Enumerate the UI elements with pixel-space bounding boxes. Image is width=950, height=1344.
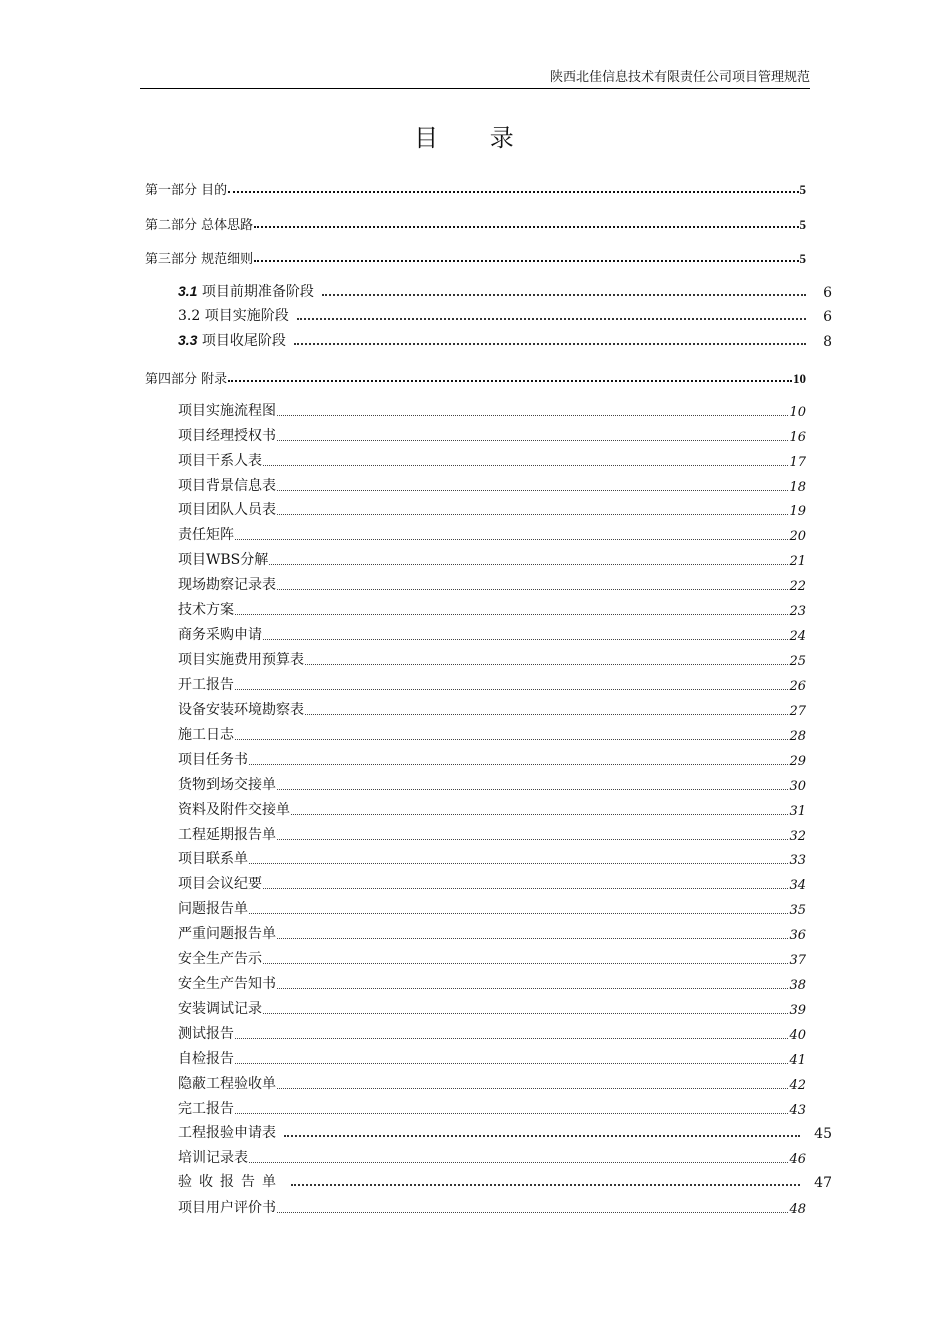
dot-leader [263, 1013, 788, 1014]
dot-leader [277, 988, 788, 989]
toc-entry-label: 第一部分 目的 [145, 183, 228, 198]
dot-leader [263, 888, 788, 889]
dot-leader [249, 863, 788, 864]
toc-entry-page: 8 [823, 334, 832, 350]
dot-leader [284, 1135, 800, 1137]
toc-entry-part-1[interactable] [145, 178, 806, 198]
dot-leader [277, 589, 788, 590]
dot-leader [277, 1088, 788, 1089]
toc-entry-label: 项目背景信息表 [178, 478, 276, 494]
toc-entry-label: 项目会议纪要 [178, 876, 262, 892]
dot-leader [277, 839, 788, 840]
section-number: 3.2 [178, 308, 201, 324]
dot-leader [294, 343, 806, 345]
toc-entry-appendix[interactable] [178, 649, 806, 669]
toc-entry-page: 33 [789, 853, 806, 868]
toc-entry-appendix[interactable] [178, 1122, 832, 1142]
toc-entry-appendix[interactable] [178, 524, 806, 544]
toc-entry-appendix[interactable] [178, 499, 806, 519]
toc-entry-page: 31 [789, 804, 806, 819]
toc-entry-page: 34 [789, 878, 806, 893]
toc-entry-label: 工程延期报告单 [178, 827, 276, 843]
dot-leader [277, 440, 788, 441]
toc-entry-appendix[interactable] [178, 699, 806, 719]
toc-entry-label: 施工日志 [178, 727, 234, 743]
toc-entry-page: 21 [789, 554, 806, 569]
toc-entry-appendix[interactable] [178, 1023, 806, 1043]
toc-entry-section-3-3[interactable] [178, 330, 832, 350]
toc-entry-appendix[interactable] [178, 400, 806, 420]
toc-entry-appendix[interactable] [178, 574, 806, 594]
toc-entry-label: 安全生产告示 [178, 951, 262, 967]
toc-entry-appendix[interactable] [178, 624, 806, 644]
toc-entry-page: 27 [789, 704, 806, 719]
dot-leader [305, 714, 788, 715]
dot-leader [277, 789, 788, 790]
toc-entry-appendix[interactable] [178, 475, 806, 495]
toc-entry-part-2[interactable] [145, 213, 806, 233]
toc-entry-part-4[interactable] [145, 367, 806, 387]
dot-leader [277, 514, 788, 515]
toc-entry-page: 40 [789, 1028, 806, 1043]
dot-leader [249, 1162, 788, 1163]
toc-entry-part-3[interactable] [145, 247, 806, 267]
toc-entry-label: 责任矩阵 [178, 527, 234, 543]
dot-leader [297, 318, 806, 320]
toc-entry-page: 18 [789, 480, 806, 495]
toc-entry-page: 5 [799, 251, 806, 266]
toc-entry-label [178, 281, 314, 301]
dot-leader [269, 564, 788, 565]
toc-entry-appendix[interactable] [178, 898, 806, 918]
toc-entry-label [178, 305, 289, 325]
toc-entry-label: 隐蔽工程验收单 [178, 1076, 276, 1092]
toc-entry-label: 开工报告 [178, 677, 234, 693]
toc-entry-label: 验收报告单 [178, 1174, 283, 1190]
toc-entry-page: 10 [793, 371, 806, 386]
toc-entry-label: 资料及附件交接单 [178, 802, 290, 818]
toc-entry-label: 问题报告单 [178, 901, 248, 917]
toc-entry-page: 6 [823, 285, 832, 301]
toc-entry-label: 设备安装环境勘察表 [178, 702, 304, 718]
section-title: 项目前期准备阶段 [201, 284, 314, 300]
toc-entry-label: 第三部分 规范细则 [145, 252, 254, 267]
toc-entry-label: 货物到场交接单 [178, 777, 276, 793]
toc-entry-page: 25 [789, 654, 806, 669]
toc-entry-appendix[interactable] [178, 1073, 806, 1093]
toc-entry-label: 项目实施流程图 [178, 403, 276, 419]
toc-entry-label: 自检报告 [178, 1051, 234, 1067]
dot-leader [263, 639, 788, 640]
dot-leader [235, 1063, 788, 1064]
toc-entry-label: 商务采购申请 [178, 627, 262, 643]
header-text: 陕西北佳信息技术有限责任公司项目管理规范 [549, 70, 810, 85]
toc-entry-appendix[interactable] [178, 599, 806, 619]
toc-entry-label: 项目团队人员表 [178, 502, 276, 518]
dot-leader [249, 913, 788, 914]
dot-leader [228, 191, 798, 193]
toc-entry-appendix[interactable] [178, 1171, 832, 1191]
toc-entry-appendix[interactable] [178, 749, 806, 769]
dot-leader [291, 814, 788, 815]
toc-entry-page: 5 [799, 182, 806, 197]
toc-entry-page: 37 [789, 953, 806, 968]
toc-entry-label: 项目经理授权书 [178, 428, 276, 444]
toc-entry-label: 项目用户评价书 [178, 1200, 276, 1216]
toc-entry-page: 45 [814, 1126, 832, 1142]
toc-entry-page: 19 [789, 504, 806, 519]
toc-entry-appendix[interactable] [178, 998, 806, 1018]
toc-entry-page: 36 [789, 928, 806, 943]
toc-entry-label: 严重问题报告单 [178, 926, 276, 942]
toc-entry-section-3-1[interactable] [178, 281, 832, 301]
toc-entry-appendix[interactable] [178, 1147, 806, 1167]
toc-entry-label: 完工报告 [178, 1101, 234, 1117]
toc-entry-appendix[interactable] [178, 425, 806, 445]
toc-entry-appendix[interactable] [178, 973, 806, 993]
toc-entry-appendix[interactable] [178, 774, 806, 794]
toc-entry-label [178, 330, 286, 350]
dot-leader [235, 614, 788, 615]
toc-entry-page: 48 [789, 1202, 806, 1217]
toc-entry-page: 16 [789, 430, 806, 445]
toc-entry-page: 6 [823, 309, 832, 325]
toc-entry-label: 技术方案 [178, 602, 234, 618]
dot-leader [254, 260, 798, 262]
toc-entry-label: 项目联系单 [178, 851, 248, 867]
dot-leader [228, 380, 792, 382]
toc-entry-appendix[interactable] [178, 1197, 806, 1217]
toc-entry-label: 项目干系人表 [178, 453, 262, 469]
dot-leader [322, 294, 806, 296]
toc-entry-appendix[interactable] [178, 1098, 806, 1118]
toc-entry-label: 项目实施费用预算表 [178, 652, 304, 668]
toc-entry-page: 29 [789, 754, 806, 769]
section-number: 3.1 [178, 283, 198, 299]
toc-entry-page: 5 [799, 217, 806, 232]
toc-entry-page: 22 [789, 579, 806, 594]
dot-leader [235, 739, 788, 740]
toc-entry-appendix[interactable] [178, 674, 806, 694]
toc-entry-page: 30 [789, 779, 806, 794]
toc-entry-appendix[interactable] [178, 948, 806, 968]
dot-leader [235, 689, 788, 690]
dot-leader [277, 1212, 788, 1213]
toc-title: 目 录 [414, 124, 536, 152]
toc-entry-page: 42 [789, 1078, 806, 1093]
toc-entry-page: 39 [789, 1003, 806, 1018]
toc-entry-page: 41 [789, 1053, 806, 1068]
dot-leader [263, 963, 788, 964]
dot-leader [291, 1184, 800, 1186]
toc-entry-page: 43 [789, 1103, 806, 1118]
toc-entry-appendix[interactable] [178, 873, 806, 893]
toc-entry-label: 测试报告 [178, 1026, 234, 1042]
dot-leader [277, 415, 788, 416]
toc-entry-page: 38 [789, 978, 806, 993]
toc-entry-label: 项目任务书 [178, 752, 248, 768]
dot-leader [249, 764, 788, 765]
toc-entry-label: 第二部分 总体思路 [145, 218, 254, 233]
dot-leader [235, 1113, 788, 1114]
toc-entry-page: 28 [789, 729, 806, 744]
toc-entry-label: 安装调试记录 [178, 1001, 262, 1017]
toc-entry-label: 现场勘察记录表 [178, 577, 276, 593]
toc-entry-appendix[interactable] [178, 848, 806, 868]
toc-entry-page: 17 [789, 455, 806, 470]
toc-entry-appendix[interactable] [178, 450, 806, 470]
toc-entry-label: 安全生产告知书 [178, 976, 276, 992]
toc-entry-appendix[interactable] [178, 549, 806, 569]
dot-leader [263, 465, 788, 466]
dot-leader [235, 1038, 788, 1039]
toc-entry-page: 10 [789, 405, 806, 420]
toc-entry-page: 26 [789, 679, 806, 694]
toc-entry-label: 工程报验申请表 [178, 1125, 276, 1141]
toc-entry-appendix[interactable] [178, 724, 806, 744]
dot-leader [254, 226, 798, 228]
section-number: 3.3 [178, 332, 198, 348]
toc-entry-label: 项目WBS分解 [178, 552, 269, 568]
toc-entry-appendix[interactable] [178, 824, 806, 844]
toc-entry-page: 20 [789, 529, 806, 544]
dot-leader [277, 938, 788, 939]
toc-entry-appendix[interactable] [178, 799, 806, 819]
dot-leader [305, 664, 788, 665]
toc-entry-label: 第四部分 附录 [145, 372, 228, 387]
toc-entry-page: 47 [814, 1175, 832, 1191]
toc-entry-section-3-2[interactable] [178, 305, 832, 325]
section-title: 项目实施阶段 [204, 308, 289, 324]
toc-entry-label: 培训记录表 [178, 1150, 248, 1166]
toc-entry-page: 35 [789, 903, 806, 918]
dot-leader [235, 539, 788, 540]
toc-entry-appendix[interactable] [178, 923, 806, 943]
toc-entry-page: 24 [789, 629, 806, 644]
toc-entry-page: 46 [789, 1152, 806, 1167]
section-title: 项目收尾阶段 [201, 333, 286, 349]
toc-entry-page: 32 [789, 829, 806, 844]
toc-entry-appendix[interactable] [178, 1048, 806, 1068]
dot-leader [277, 490, 788, 491]
toc-entry-page: 23 [789, 604, 806, 619]
